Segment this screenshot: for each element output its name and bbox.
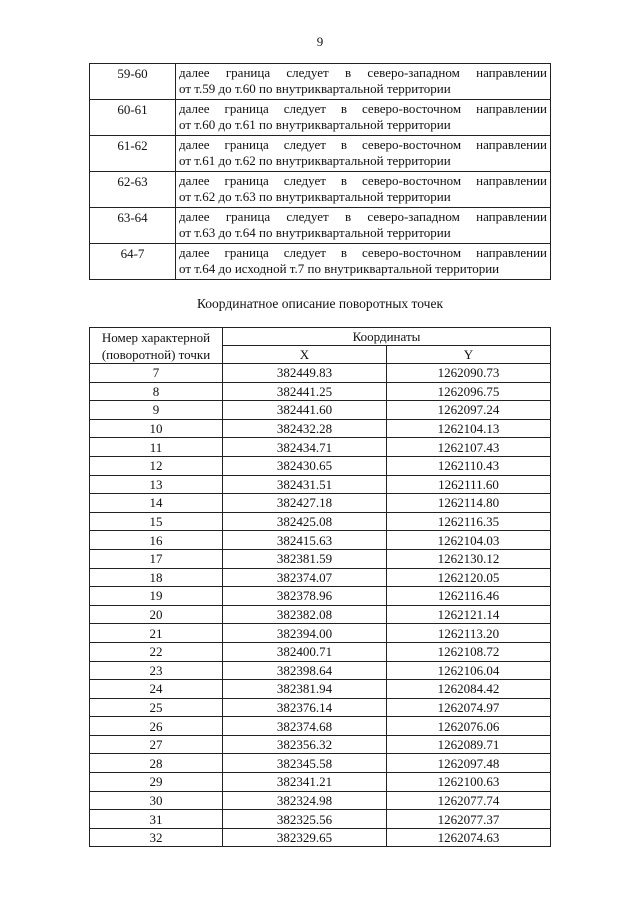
point-number-cell: 31	[90, 810, 223, 829]
y-coordinate-cell: 1262089.71	[387, 735, 551, 754]
x-coordinate-cell: 382329.65	[223, 828, 387, 847]
description-cell	[176, 100, 551, 136]
x-coordinate-cell: 382441.60	[223, 401, 387, 420]
coordinate-row	[90, 531, 551, 550]
coordinate-row	[90, 810, 551, 829]
coordinate-row	[90, 717, 551, 736]
x-coordinate-cell: 382341.21	[223, 773, 387, 792]
y-coordinate-cell: 1262114.80	[387, 494, 551, 513]
segment-cell: 61-62	[90, 136, 176, 172]
description-line2: от т.59 до т.60 по внутриквартальной территории	[179, 81, 451, 96]
point-number-cell: 14	[90, 494, 223, 513]
header-point-number	[90, 328, 223, 364]
y-coordinate-cell: 1262097.24	[387, 401, 551, 420]
coordinate-row	[90, 828, 551, 847]
point-number-cell: 23	[90, 661, 223, 680]
x-coordinate-cell: 382441.25	[223, 382, 387, 401]
y-coordinate-cell: 1262074.97	[387, 698, 551, 717]
coordinate-row	[90, 475, 551, 494]
point-number-cell: 11	[90, 438, 223, 457]
boundary-row	[90, 172, 551, 208]
point-number-cell: 20	[90, 605, 223, 624]
y-coordinate-cell: 1262107.43	[387, 438, 551, 457]
coordinate-row	[90, 624, 551, 643]
point-number-cell: 18	[90, 568, 223, 587]
x-coordinate-cell: 382427.18	[223, 494, 387, 513]
x-coordinate-cell: 382325.56	[223, 810, 387, 829]
x-coordinate-cell: 382394.00	[223, 624, 387, 643]
y-coordinate-cell: 1262077.74	[387, 791, 551, 810]
description-line1: далее граница следует в северо-восточном направлении	[179, 173, 547, 188]
description-line2: от т.63 до т.64 по внутриквартальной территории	[179, 225, 451, 240]
x-coordinate-cell: 382381.59	[223, 549, 387, 568]
coordinate-row	[90, 401, 551, 420]
x-coordinate-cell: 382382.08	[223, 605, 387, 624]
description-line1: далее граница следует в северо-западном направлении	[179, 209, 547, 224]
header-y: Y	[387, 346, 551, 364]
x-coordinate-cell: 382345.58	[223, 754, 387, 773]
point-number-cell: 26	[90, 717, 223, 736]
boundary-row	[90, 64, 551, 100]
y-coordinate-cell: 1262121.14	[387, 605, 551, 624]
segment-cell: 64-7	[90, 244, 176, 280]
y-coordinate-cell: 1262076.06	[387, 717, 551, 736]
segment-cell: 62-63	[90, 172, 176, 208]
point-number-cell: 16	[90, 531, 223, 550]
point-number-cell: 29	[90, 773, 223, 792]
point-number-cell: 7	[90, 364, 223, 383]
point-number-cell: 13	[90, 475, 223, 494]
coordinate-row	[90, 494, 551, 513]
point-number-cell: 12	[90, 456, 223, 475]
header-coordinates: Координаты	[223, 328, 551, 346]
x-coordinate-cell: 382398.64	[223, 661, 387, 680]
header-point-line1: Номер характерной	[101, 329, 211, 345]
x-coordinate-cell: 382431.51	[223, 475, 387, 494]
description-line1: далее граница следует в северо-восточном направлении	[179, 137, 547, 152]
point-number-cell: 17	[90, 549, 223, 568]
coordinate-row	[90, 438, 551, 457]
x-coordinate-cell: 382376.14	[223, 698, 387, 717]
header-point-line2: (поворотной) точки	[101, 346, 211, 362]
description-line2: от т.62 до т.63 по внутриквартальной территории	[179, 189, 451, 204]
description-line2: от т.60 до т.61 по внутриквартальной территории	[179, 117, 451, 132]
y-coordinate-cell: 1262111.60	[387, 475, 551, 494]
y-coordinate-cell: 1262110.43	[387, 456, 551, 475]
description-line1: далее граница следует в северо-западном направлении	[179, 65, 547, 80]
coordinate-row	[90, 512, 551, 531]
point-number-cell: 21	[90, 624, 223, 643]
y-coordinate-cell: 1262077.37	[387, 810, 551, 829]
y-coordinate-cell: 1262106.04	[387, 661, 551, 680]
y-coordinate-cell: 1262113.20	[387, 624, 551, 643]
coordinate-row	[90, 568, 551, 587]
y-coordinate-cell: 1262130.12	[387, 549, 551, 568]
description-line2: от т.64 до исходной т.7 по внутриквартальной территории	[179, 261, 500, 276]
boundary-row	[90, 136, 551, 172]
point-number-cell: 9	[90, 401, 223, 420]
point-number-cell: 10	[90, 419, 223, 438]
header-x: X	[223, 346, 387, 364]
y-coordinate-cell: 1262100.63	[387, 773, 551, 792]
coordinate-row	[90, 419, 551, 438]
x-coordinate-cell: 382381.94	[223, 680, 387, 699]
x-coordinate-cell: 382415.63	[223, 531, 387, 550]
y-coordinate-cell: 1262084.42	[387, 680, 551, 699]
y-coordinate-cell: 1262096.75	[387, 382, 551, 401]
coordinate-row	[90, 364, 551, 383]
boundary-description-table	[89, 63, 551, 280]
y-coordinate-cell: 1262104.13	[387, 419, 551, 438]
description-line1: далее граница следует в северо-восточном направлении	[179, 101, 547, 116]
segment-cell: 60-61	[90, 100, 176, 136]
description-cell	[176, 64, 551, 100]
y-coordinate-cell: 1262074.63	[387, 828, 551, 847]
point-number-cell: 27	[90, 735, 223, 754]
y-coordinate-cell: 1262116.35	[387, 512, 551, 531]
x-coordinate-cell: 382324.98	[223, 791, 387, 810]
point-number-cell: 30	[90, 791, 223, 810]
coordinate-row	[90, 735, 551, 754]
description-cell	[176, 208, 551, 244]
coordinate-row	[90, 549, 551, 568]
coordinate-row	[90, 642, 551, 661]
coordinate-row	[90, 773, 551, 792]
coordinates-table	[89, 327, 551, 847]
segment-cell: 59-60	[90, 64, 176, 100]
coordinate-row	[90, 680, 551, 699]
x-coordinate-cell: 382374.68	[223, 717, 387, 736]
x-coordinate-cell: 382425.08	[223, 512, 387, 531]
x-coordinate-cell: 382430.65	[223, 456, 387, 475]
coordinate-row	[90, 661, 551, 680]
point-number-cell: 22	[90, 642, 223, 661]
coordinate-row	[90, 382, 551, 401]
x-coordinate-cell: 382374.07	[223, 568, 387, 587]
x-coordinate-cell: 382449.83	[223, 364, 387, 383]
description-cell	[176, 172, 551, 208]
point-number-cell: 15	[90, 512, 223, 531]
x-coordinate-cell: 382434.71	[223, 438, 387, 457]
description-line1: далее граница следует в северо-восточном направлении	[179, 245, 547, 260]
y-coordinate-cell: 1262120.05	[387, 568, 551, 587]
coordinate-row	[90, 698, 551, 717]
y-coordinate-cell: 1262104.03	[387, 531, 551, 550]
coordinate-row	[90, 605, 551, 624]
coordinate-row	[90, 754, 551, 773]
point-number-cell: 24	[90, 680, 223, 699]
y-coordinate-cell: 1262108.72	[387, 642, 551, 661]
x-coordinate-cell: 382432.28	[223, 419, 387, 438]
point-number-cell: 8	[90, 382, 223, 401]
x-coordinate-cell: 382356.32	[223, 735, 387, 754]
x-coordinate-cell: 382400.71	[223, 642, 387, 661]
coordinate-row	[90, 791, 551, 810]
point-number-cell: 19	[90, 587, 223, 606]
coordinate-row	[90, 587, 551, 606]
segment-cell: 63-64	[90, 208, 176, 244]
y-coordinate-cell: 1262116.46	[387, 587, 551, 606]
point-number-cell: 25	[90, 698, 223, 717]
description-cell	[176, 244, 551, 280]
y-coordinate-cell: 1262097.48	[387, 754, 551, 773]
page-number: 9	[316, 34, 324, 49]
point-number-cell: 28	[90, 754, 223, 773]
y-coordinate-cell: 1262090.73	[387, 364, 551, 383]
boundary-row	[90, 100, 551, 136]
section-title: Координатное описание поворотных точек	[196, 296, 444, 311]
boundary-row	[90, 244, 551, 280]
description-cell	[176, 136, 551, 172]
description-line2: от т.61 до т.62 по внутриквартальной территории	[179, 153, 451, 168]
boundary-row	[90, 208, 551, 244]
x-coordinate-cell: 382378.96	[223, 587, 387, 606]
point-number-cell: 32	[90, 828, 223, 847]
coordinate-row	[90, 456, 551, 475]
